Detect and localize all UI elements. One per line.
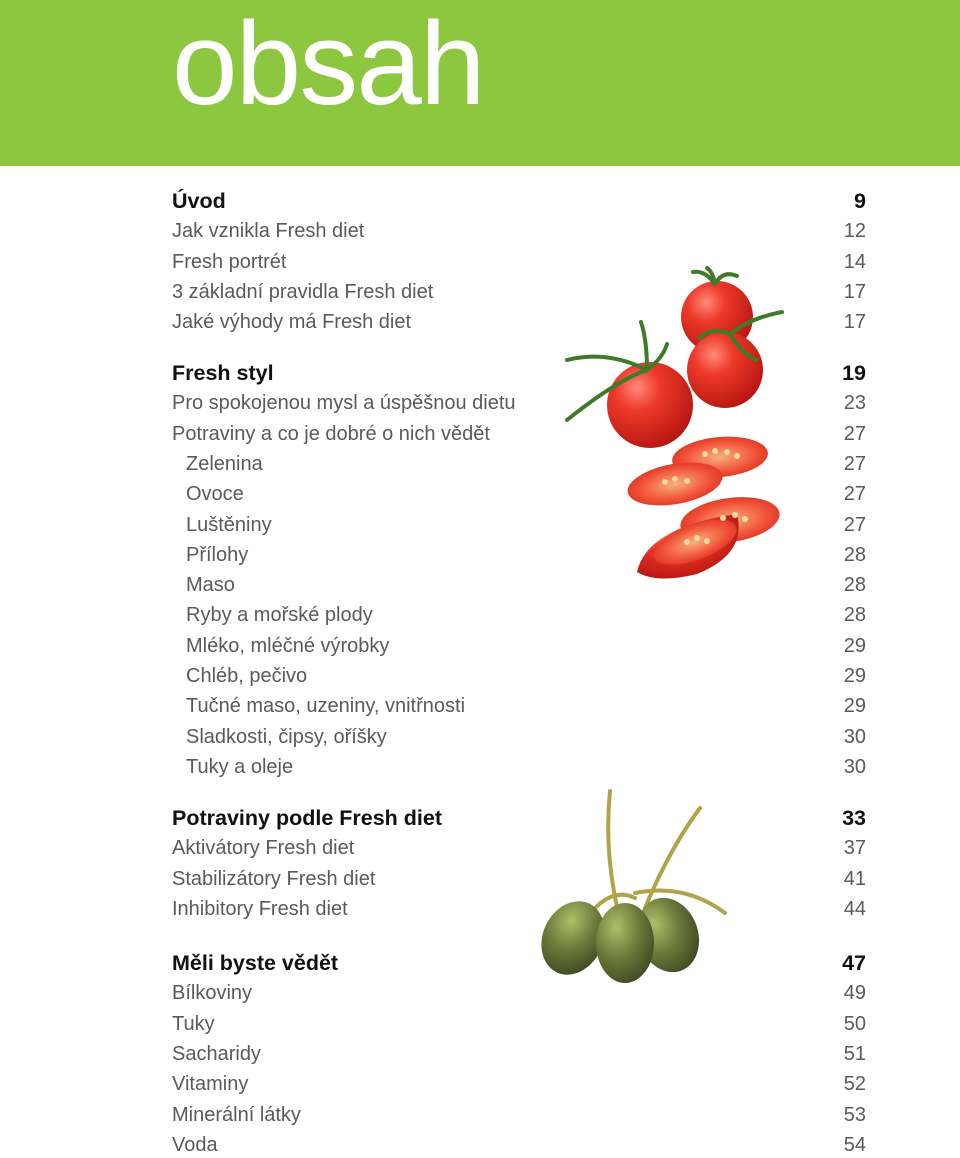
page-number: 27 [843,483,866,506]
page-number: 29 [843,634,866,657]
entry-label: Ovoce [186,483,244,506]
section-title: Měli byste vědět [172,951,339,975]
page-number: 53 [843,1103,866,1126]
entry-label: Tuky a oleje [186,755,294,778]
page-number: 37 [843,837,866,860]
entry-label: Vitaminy [172,1073,249,1096]
page-number: 30 [843,755,866,778]
entry-label: Pro spokojenou mysl a úspěšnou dietu [172,392,516,415]
page-number: 33 [842,806,866,830]
page-number: 17 [843,311,866,334]
section-title: Úvod [172,189,226,213]
entry-label: Bílkoviny [172,982,253,1005]
page-number: 17 [843,280,866,303]
page-number: 28 [843,543,866,566]
page-title: obsah [172,0,484,130]
page-number: 14 [843,250,866,273]
entry-label: Minerální látky [172,1103,301,1126]
page-number: 23 [843,392,866,415]
page-number: 29 [843,665,866,687]
entry-label: Maso [186,574,235,597]
entry-label: Luštěniny [186,513,272,536]
page-number: 47 [842,951,866,975]
entry-label: Voda [172,1133,218,1156]
page-number: 28 [843,604,866,627]
entry-label: Potraviny a co je dobré o nich vědět [172,422,490,445]
page-number: 41 [843,867,866,890]
entry-label: Aktivátory Fresh diet [172,837,355,860]
entry-label: Zelenina [186,452,263,475]
page-number: 44 [843,897,866,920]
page-number: 52 [843,1073,866,1096]
entry-label: Fresh portrét [172,250,287,273]
page-number: 54 [843,1133,866,1156]
entry-label: Sladkosti, čipsy, oříšky [186,725,387,748]
entry-label: Přílohy [186,543,249,566]
section-title: Potraviny podle Fresh diet [172,806,442,830]
page-number: 49 [843,982,866,1005]
entry-label: Jak vznikla Fresh diet [172,220,365,243]
entry-label: Inhibitory Fresh diet [172,897,348,920]
entry-label: Jaké výhody má Fresh diet [172,311,411,334]
entry-label: Tuky [172,1012,215,1035]
entry-label: Ryby a mořské plody [186,604,373,627]
page-number: 30 [843,725,866,748]
entry-label: Tučné maso, uzeniny, vnitřnosti [186,695,466,718]
page-number: 27 [843,513,866,536]
page-number: 27 [843,452,866,475]
entry-label: Stabilizátory Fresh diet [172,867,376,890]
section-title: Fresh styl [172,361,274,385]
page-number: 28 [843,574,866,597]
entry-label: 3 základní pravidla Fresh diet [172,280,434,303]
page-number: 19 [842,361,866,385]
page-number: 29 [843,695,866,718]
page-number: 50 [843,1012,866,1035]
entry-label: Chléb, pečivo [186,665,308,687]
page-number: 51 [843,1042,866,1065]
page-number: 12 [843,220,866,243]
entry-label: Mléko, mléčné výrobky [186,634,390,657]
entry-label: Sacharidy [172,1042,261,1065]
page-number: 9 [854,189,866,213]
page-number: 27 [843,422,866,445]
